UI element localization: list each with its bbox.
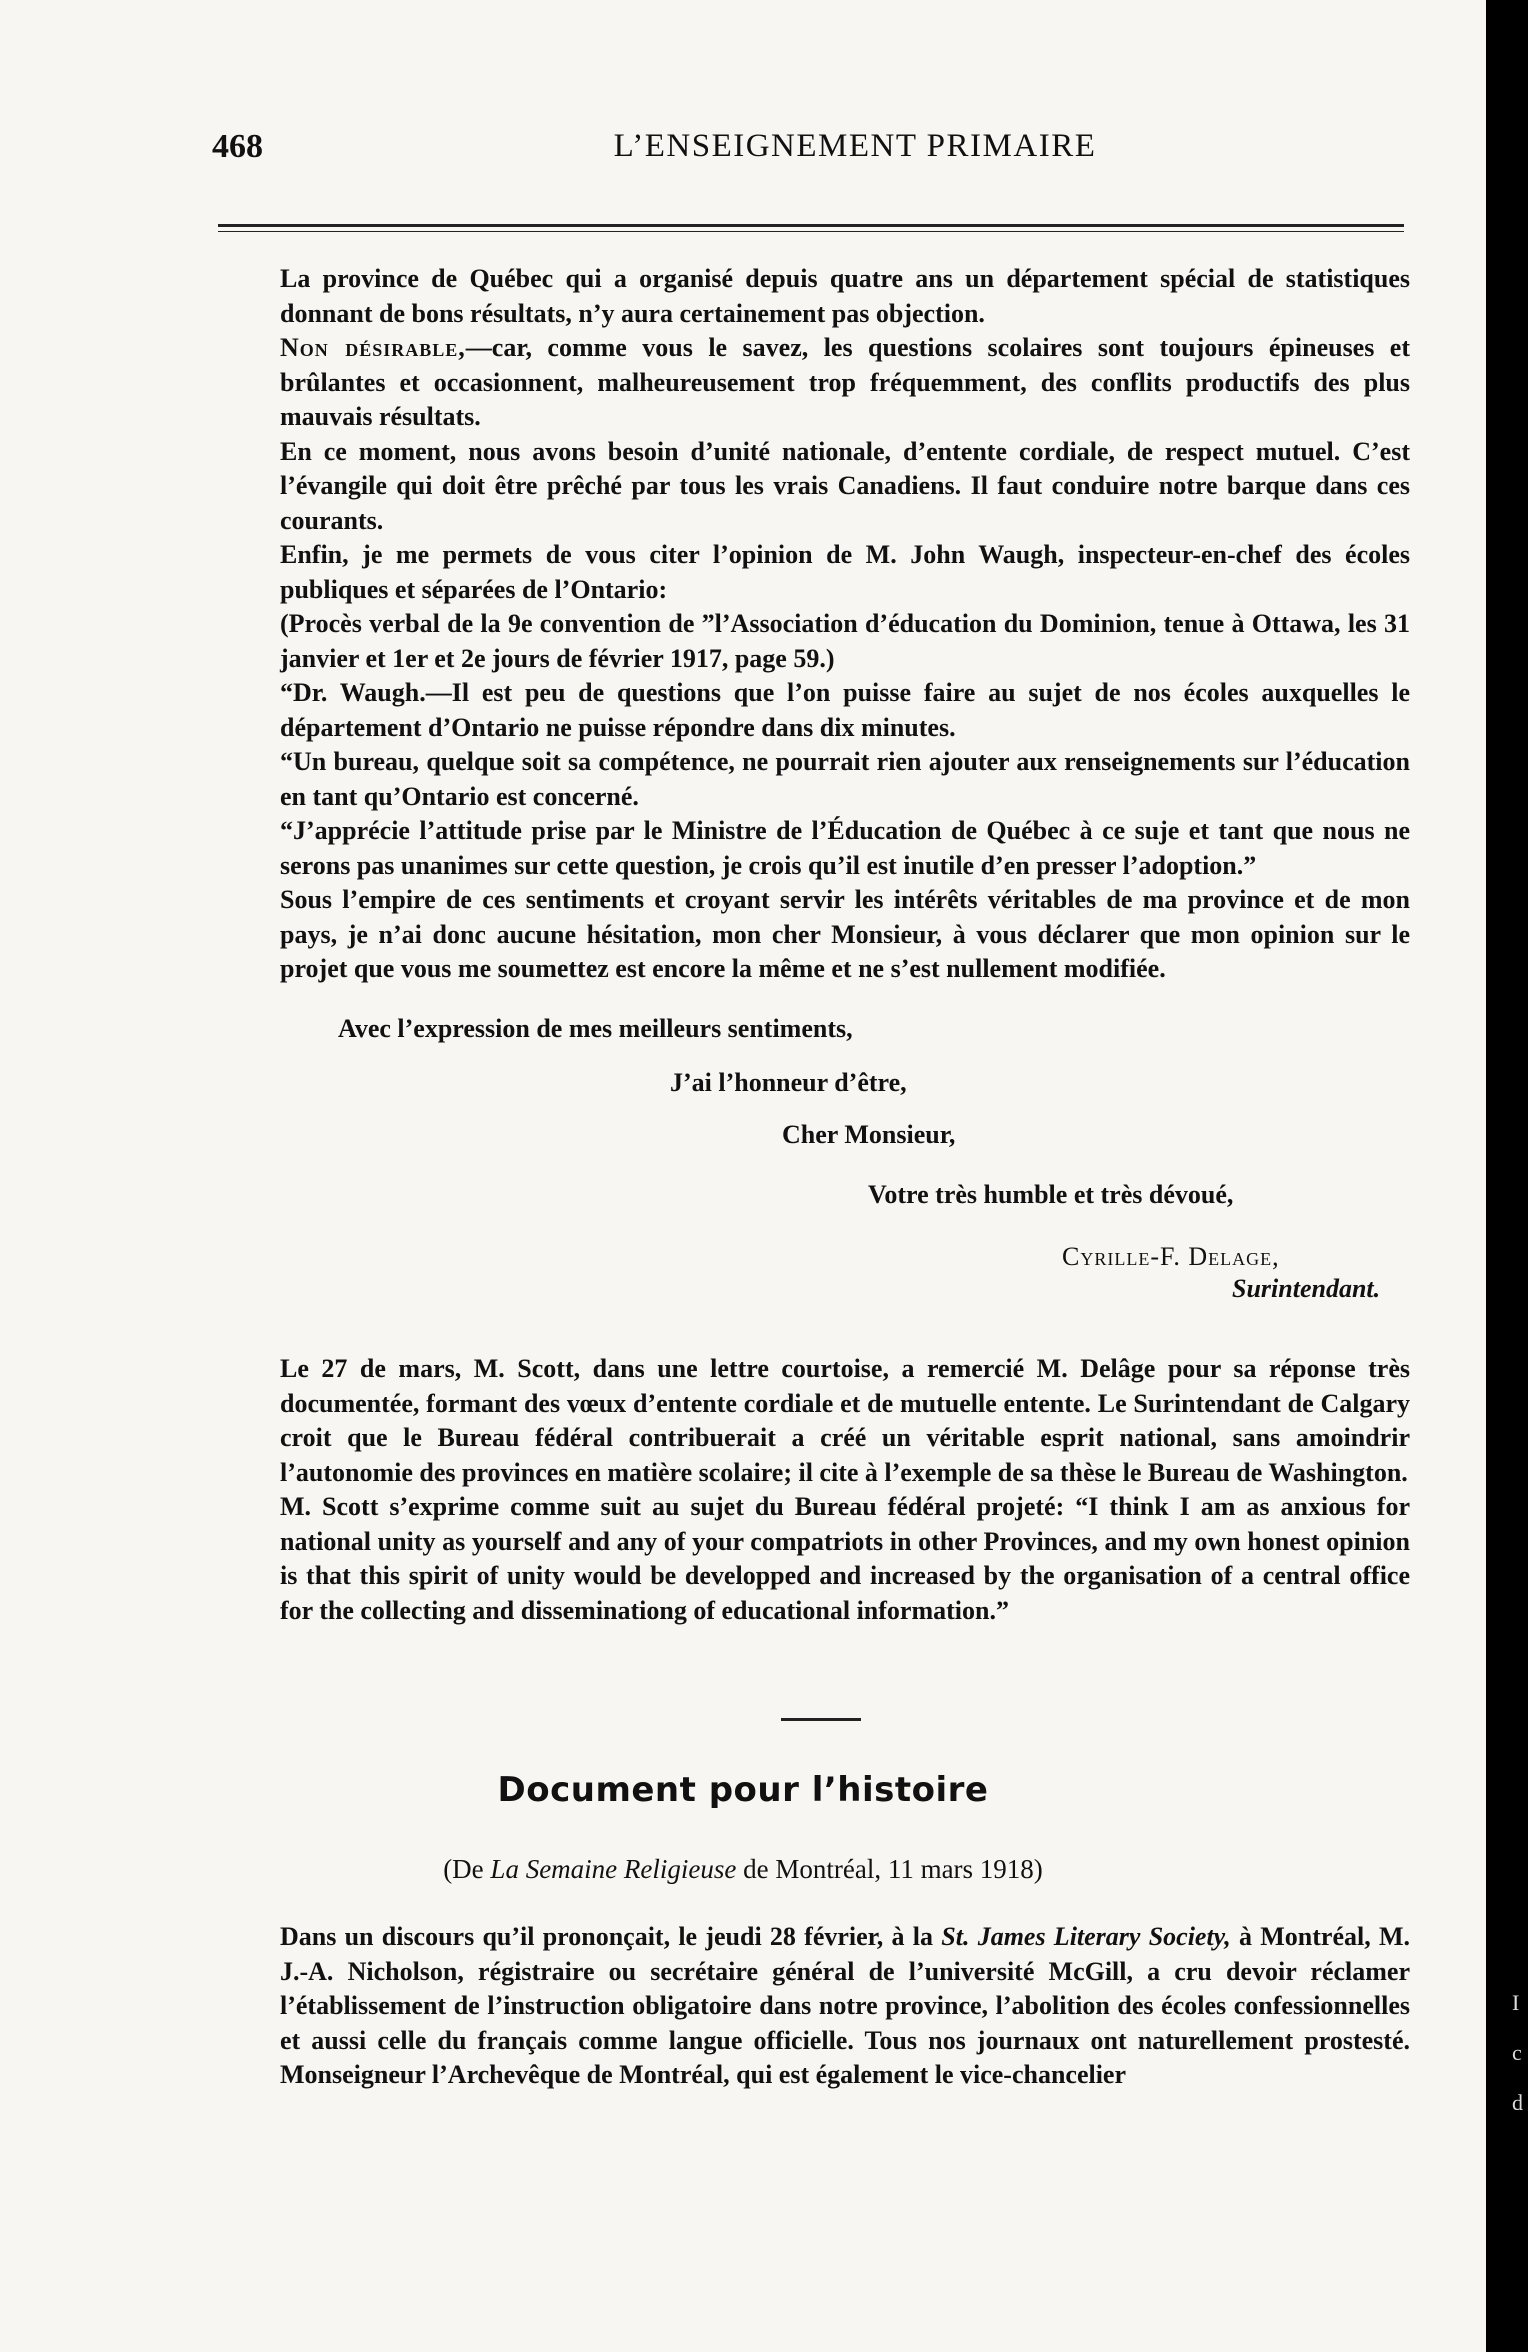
- closing-line: Votre très humble et très dévoué,: [868, 1180, 1234, 1209]
- edge-letter: c: [1512, 2040, 1522, 2065]
- signature-name: Cyrille-F. Delage,: [1062, 1242, 1280, 1271]
- section-body: [280, 1920, 1410, 2093]
- header-rule-thin: [218, 231, 1404, 232]
- paragraph-text: à Montréal, M. J.-A. Nicholson, régistraire ou secrétaire général de l’université McGill, a cru devoir réclamer l’établissement de l’instruction obligatoire dans notre province, l’abolition des écoles confessionnelles et aussi celle du français comme langue officielle. Tous nos journaux ont naturellement prostesté. Monseigneur l’Archevêque de Montréal, qui est également le vice-chancelier: [280, 1922, 1410, 2089]
- paragraph: Enfin, je me permets de vous citer l’opinion de M. John Waugh, inspecteur-en-chef des écoles publiques et séparées de l’Ontario:: [280, 540, 1410, 604]
- paragraph-text: —car, comme vous le savez, les questions scolaires sont toujours épineuses et brûlantes et occasionnent, malheureusement trop fréquemment, des conflits productifs des plus mauvais résultats.: [280, 333, 1410, 431]
- paragraph: Le 27 de mars, M. Scott, dans une lettre courtoise, a remercié M. Delâge pour sa réponse très documentée, formant des vœux d’entente cordiale et de mutuelle entente. Le Surintendant de Calgary croit que le Bureau fédéral contribuerait a créé un véritable esprit national, sans amoindrir l’autonomie des provinces en matière scolaire; il cite à l’exemple de sa thèse le Bureau de Washington.: [280, 1354, 1410, 1487]
- edge-letter: d: [1512, 2090, 1523, 2115]
- source-publication: La Semaine Religieuse: [490, 1854, 737, 1884]
- paragraph: [280, 1920, 1410, 2093]
- section-divider: [781, 1718, 861, 1721]
- paragraph: La province de Québec qui a organisé depuis quatre ans un département spécial de statistiques donnant de bons résultats, n’y aura certainement pas objection.: [280, 264, 1410, 328]
- followup-body: [280, 1352, 1410, 1628]
- paragraph: Sous l’empire de ces sentiments et croyant servir les intérêts véritables de ma province et de mon pays, je n’ai donc aucune hésitation, mon cher Monsieur, à vous déclarer que mon opinion sur le projet que vous me soumettez est encore la même et ne s’est nullement modifiée.: [280, 885, 1410, 983]
- paragraph-text: Dans un discours qu’il prononçait, le jeudi 28 février, à la: [280, 1922, 942, 1951]
- closing-line: Cher Monsieur,: [782, 1120, 956, 1149]
- edge-letter: I: [1512, 1990, 1520, 2015]
- paragraph: “J’apprécie l’attitude prise par le Ministre de l’Éducation de Québec à ce suje et tant que nous ne serons pas unanimes sur cette question, je crois qu’il est inutile d’en presser l’adoption.”: [280, 816, 1410, 880]
- signature-title: Surintendant.: [1232, 1274, 1381, 1303]
- source-suffix: de Montréal, 11 mars 1918): [736, 1854, 1043, 1884]
- paragraph: M. Scott s’exprime comme suit au sujet du Bureau fédéral projeté: “I think I am as anxious for national unity as yourself and any of your compatriots in other Provinces, and my own honest opinion is that this spirit of unity would be developped and increased by the organisation of a central office for the collecting and disseminationg of educational information.”: [280, 1492, 1410, 1625]
- paragraph: “Dr. Waugh.—Il est peu de questions que l’on puisse faire au sujet de nos écoles auxquelles le département d’Ontario ne puisse répondre dans dix minutes.: [280, 678, 1410, 742]
- paragraph: “Un bureau, quelque soit sa compétence, ne pourrait rien ajouter aux renseignements sur l’éducation en tant qu’Ontario est concerné.: [280, 747, 1410, 811]
- page-number: 468: [212, 128, 263, 165]
- header-rule-thick: [218, 224, 1404, 227]
- non-desirable-label: Non désirable,: [280, 333, 466, 362]
- paragraph: (Procès verbal de la 9e convention de ”l’Association d’éducation du Dominion, tenue à Ottawa, les 31 janvier et 1er et 2e jours de février 1917, page 59.): [280, 609, 1410, 673]
- closing-line: Avec l’expression de mes meilleurs sentiments,: [338, 1014, 853, 1043]
- paragraph: [280, 331, 1410, 435]
- page-header: [212, 128, 1388, 178]
- letter-body: [280, 262, 1410, 987]
- source-line: [0, 1854, 1486, 1885]
- section-title: Document pour l’histoire: [497, 1770, 989, 1810]
- paragraph: En ce moment, nous avons besoin d’unité nationale, d’entente cordiale, de respect mutuel. C’est l’évangile qui doit être prêché par tous les vrais Canadiens. Il faut conduire notre barque dans ces courants.: [280, 436, 1410, 535]
- running-title: L’ENSEIGNEMENT PRIMAIRE: [613, 128, 1097, 164]
- source-prefix: (De: [443, 1854, 491, 1884]
- society-name: St. James Literary Society,: [941, 1922, 1231, 1951]
- closing-line: J’ai l’honneur d’être,: [670, 1068, 907, 1097]
- scan-edge: [1486, 0, 1528, 2352]
